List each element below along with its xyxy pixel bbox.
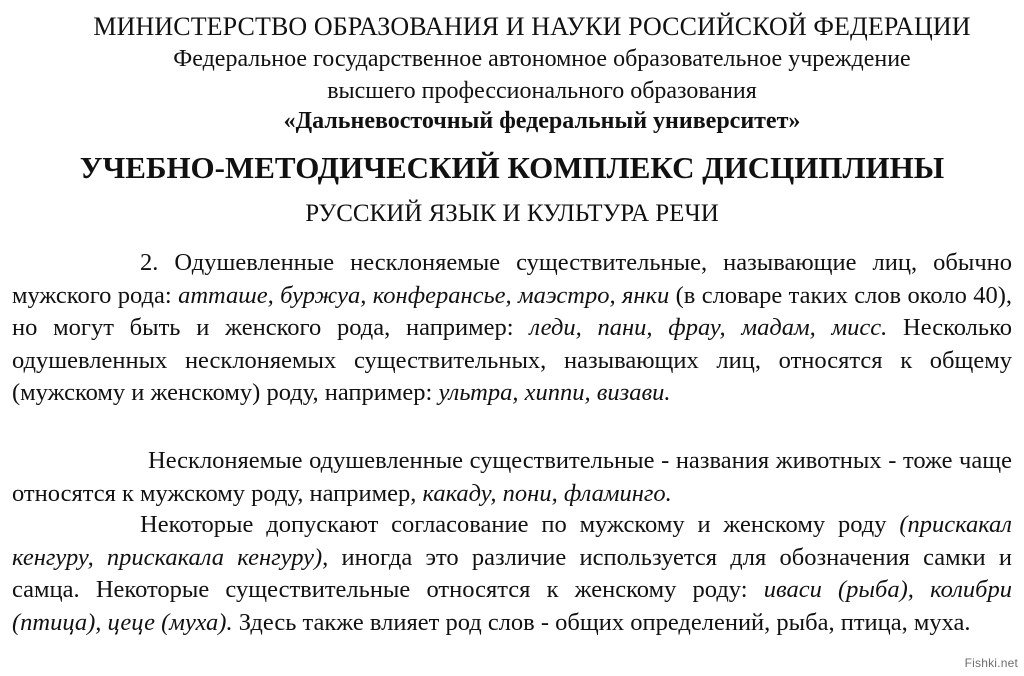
- institution-line-2: высшего профессионального образования: [327, 78, 757, 104]
- institution-line-1: Федеральное государственное автономное образовательное учреждение: [173, 46, 911, 72]
- ministry-heading: МИНИСТЕРСТВО ОБРАЗОВАНИЯ И НАУКИ РОССИЙСКОЙ ФЕДЕРАЦИИ: [93, 12, 971, 41]
- document-title: УЧЕБНО-МЕТОДИЧЕСКИЙ КОМПЛЕКС ДИСЦИПЛИНЫ: [79, 150, 945, 185]
- subject-title: РУССКИЙ ЯЗЫК И КУЛЬТУРА РЕЧИ: [305, 200, 719, 227]
- university-name: «Дальневосточный федеральный университет»: [283, 108, 801, 134]
- paragraph-1: [12, 247, 1012, 410]
- paragraph-2: [12, 445, 1012, 510]
- paragraph-2-examples-1: какаду, пони, фламинго.: [422, 479, 672, 507]
- paragraph-1-examples-2: леди, пани, фрау, мадам, мисс.: [529, 314, 888, 341]
- paragraph-2-text-1: Несклоняемые одушевленные существительные - названия животных - тоже чаще относятся к мужскому роду, например,: [12, 447, 1012, 507]
- paragraph-1-examples-3: ультра, хиппи, визави.: [438, 379, 671, 406]
- paragraph-3-examples-1: (прискакал кенгуру, прискакала кенгуру),: [12, 511, 1012, 571]
- paragraph-3: [12, 509, 1012, 639]
- paragraph-1-text-2: (в словаре таких слов около 40), но могут быть и женского рода, например:: [12, 281, 1012, 341]
- paragraph-1-examples-1: атташе, буржуа, конферансье, маэстро, янки: [178, 281, 670, 309]
- paragraph-3-text-1: Некоторые допускают согласование по мужскому и женскому роду: [140, 511, 900, 538]
- paragraph-3-examples-2: иваси (рыба), колибри (птица), цеце (муха).: [12, 576, 1013, 636]
- paragraph-1-text-1: 2. Одушевленные несклоняемые существительные, называющие лиц, обычно мужского рода:: [12, 249, 1012, 309]
- watermark: Fishki.net: [964, 656, 1018, 670]
- paragraph-3-text-3: Здесь также влияет род слов - общих определений, рыба, птица, муха.: [232, 608, 971, 636]
- paragraph-3-text-2: иногда это различие используется для обозначения самки и самца. Некоторые существительные относятся к женскому роду:: [12, 543, 1012, 603]
- paragraph-1-text-3: Несколько одушевленных несклоняемых существительных, называющих лиц, относятся к общему (мужскому и женскому) роду, например:: [12, 314, 1012, 406]
